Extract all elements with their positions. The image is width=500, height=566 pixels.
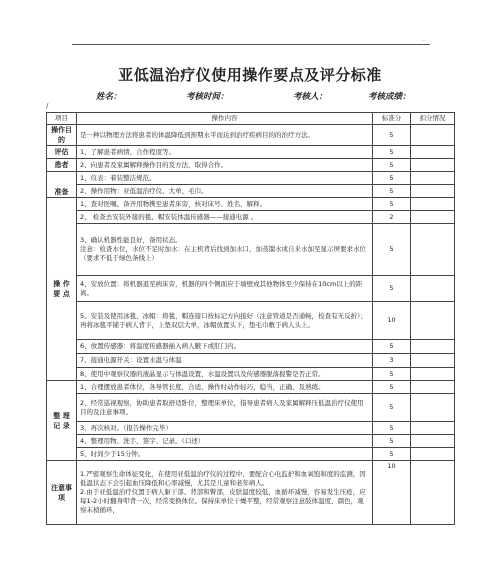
deduction-cell: [411, 422, 455, 435]
table-row: [47, 394, 455, 422]
category-cell: 操 作 要 点: [47, 198, 77, 381]
deduction-cell: [411, 394, 455, 422]
header-rule: [72, 44, 430, 45]
content-cell: 2、经常巡视观察，协助患者取舒适卧位，整理床单位，指导患者病人及家属解释压低温治疗仪使用目的及注意事项。: [77, 394, 373, 422]
score-cell: 5: [373, 448, 411, 461]
score-cell: 5: [373, 172, 411, 185]
content-cell: 1、合理摆放患者体位，各导管长度，合适，操作时动作轻巧，稳当，正确，及熟练。: [77, 381, 373, 394]
content-cell: 2、向患者及家属解释操作目的及方法，取得合作。: [77, 159, 373, 172]
content-cell: 1、仪表：着装整洁规范。: [77, 172, 373, 185]
content-cell: 1.严密观察生命体征变化，在使用亚低温治疗仪的过程中，要配合心电监护和血氧饱和度的监测，因低温状态下会引起血压降低和心率减慢，尤其是儿童和老年病人。 2.由于亚低温治疗仪置于病人躯干部、背部和臀部，皮肤温度较低，血循环减慢，容易发生压疮，应每1-2小时翻身叩背一次，经常变换体位。保持床单位干燥平整，经常观察注意肢体温度、颜色，观察末梢循环，: [77, 461, 373, 525]
score-cell: 5: [373, 198, 411, 211]
table-row: [47, 125, 455, 146]
table-header-row: [47, 113, 455, 125]
category-cell: 评估: [47, 146, 77, 159]
deduction-cell: [411, 224, 455, 276]
exam-time-field-label: 考核时间：: [186, 92, 229, 102]
table-row: [47, 276, 455, 302]
deduction-cell: [411, 448, 455, 461]
score-cell: 3: [373, 354, 411, 368]
header-deduction: 扣分情况: [411, 113, 455, 125]
content-cell: 8、使用中观察仪器的液晶显示与体温设置、水温设置以及传感器脱落报警是否正常。: [77, 368, 373, 381]
table-row: [47, 172, 455, 185]
category-cell: 整 理 记 录: [47, 381, 77, 461]
content-cell: 是一种以物理方法将患者的体温降低到预期水平而达到治疗疾病目的的治疗方法。: [77, 125, 373, 146]
deduction-cell: [411, 435, 455, 448]
content-cell: 2、 检查去安装外接的毯、帽安装体温传感器——接通电源 。: [77, 211, 373, 224]
table-row: [47, 302, 455, 340]
content-cell: 2、操作用物：亚低温治疗仪、大单、毛巾。: [77, 185, 373, 198]
deduction-cell: [411, 198, 455, 211]
content-cell: 3、确认机器性能良好，备用状态。 注意：检查水位，水位不足时加水：在主机背后找到加水口，加蒸馏水或自来水加至显示屏要求水位（要求不低于绿色条线上）: [77, 224, 373, 276]
score-cell: 5: [373, 146, 411, 159]
deduction-cell: [411, 381, 455, 394]
deduction-cell: [411, 146, 455, 159]
scoring-table-body: [47, 113, 455, 525]
content-cell: 3、再次核对。（报告操作完毕）: [77, 422, 373, 435]
deduction-cell: [411, 368, 455, 381]
content-cell: 5、时间少于15分钟。: [77, 448, 373, 461]
score-cell: 5: [373, 159, 411, 172]
content-cell: 4、安放位置：将机器退至病床旁，机器的四个侧面应于墙壁或其他物体至少保持在10cm以上的距离。: [77, 276, 373, 302]
category-cell: 操作目的: [47, 125, 77, 146]
table-row: [47, 448, 455, 461]
deduction-cell: [411, 354, 455, 368]
category-cell: 注意事项: [47, 461, 77, 525]
score-cell: 5: [373, 381, 411, 394]
score-cell: 5: [373, 276, 411, 302]
deduction-cell: [411, 185, 455, 198]
page-title: 亚低温治疗仪使用操作要点及评分标准: [118, 66, 382, 84]
content-cell: 6、放置传感器：将温度传感器插入病人腋下或肛门内。: [77, 340, 373, 354]
deduction-cell: [411, 172, 455, 185]
top-mark: .: [423, 36, 425, 43]
table-row: [47, 185, 455, 198]
score-cell: 10: [373, 302, 411, 340]
table-row: [47, 159, 455, 172]
deduction-cell: [411, 211, 455, 224]
margin-mark: /: [46, 102, 49, 110]
deduction-cell: [411, 159, 455, 172]
exam-score-field-label: 考核成绩：: [368, 92, 411, 102]
examiner-field-label: 考核人：: [293, 92, 328, 102]
deduction-cell: [411, 302, 455, 340]
score-cell: 10: [373, 461, 411, 525]
deduction-cell: [411, 340, 455, 354]
table-row: [47, 340, 455, 354]
score-cell: 5: [373, 185, 411, 198]
table-row: [47, 224, 455, 276]
header-content: 操作内容: [77, 113, 373, 125]
category-cell: 准备: [47, 172, 77, 198]
name-field-label: 姓名：: [96, 92, 122, 102]
scoring-table: [46, 112, 455, 525]
content-cell: 1、了解患者病情、合作程度等。: [77, 146, 373, 159]
score-cell: 5: [373, 368, 411, 381]
deduction-cell: [411, 461, 455, 525]
score-cell: 5: [373, 340, 411, 354]
score-cell: 2: [373, 211, 411, 224]
table-row: [47, 211, 455, 224]
header-score: 标准分: [373, 113, 411, 125]
table-row: [47, 198, 455, 211]
table-row: [47, 461, 455, 525]
header-item: 项目: [47, 113, 77, 125]
table-row: [47, 422, 455, 435]
score-cell: 5: [373, 435, 411, 448]
table-row: [47, 435, 455, 448]
exam-fields: [0, 90, 500, 104]
score-cell: 5: [373, 224, 411, 276]
score-cell: 5: [373, 394, 411, 422]
deduction-cell: [411, 125, 455, 146]
table-row: [47, 368, 455, 381]
content-cell: 1、查对医嘱、备齐用物携至患者床旁，核对床号、姓名，解释。: [77, 198, 373, 211]
deduction-cell: [411, 276, 455, 302]
table-row: [47, 381, 455, 394]
score-cell: 5: [373, 125, 411, 146]
table-row: [47, 354, 455, 368]
score-cell: 5: [373, 422, 411, 435]
category-cell: 患者: [47, 159, 77, 172]
content-cell: 4、整理用物、洗手、签字、记录。（口述）: [77, 435, 373, 448]
content-cell: 7、接通电源开关：设置水温与体温: [77, 354, 373, 368]
content-cell: 5、安装及使用冰毯、冰帽：将毯、帽连接口按标记方向接好（注意管道是否通畅，检查有无反折）；再将冰毯平铺于病人背下，上垫双层大单，冰帽放置头下，垫毛巾敷于病人头上。: [77, 302, 373, 340]
table-row: [47, 146, 455, 159]
